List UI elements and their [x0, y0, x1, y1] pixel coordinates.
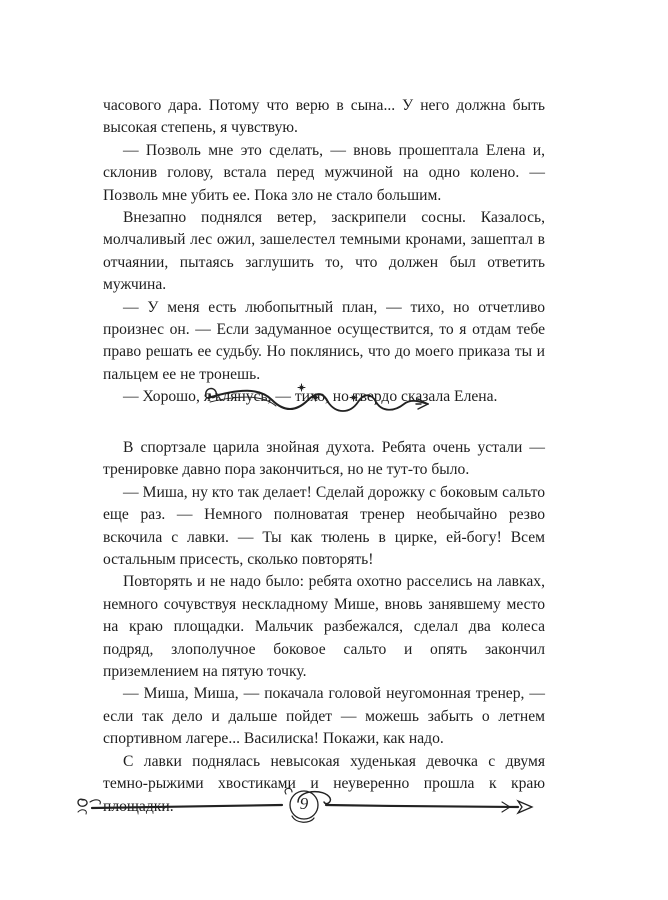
text-section-2: [103, 437, 545, 818]
paragraph: Внезапно поднялся ветер, заскрипели сосны. Казалось, молчаливый лес ожил, зашелестел темными кронами, зашептал в отчаянии, пытаясь заглушить то, что должен был ответить мужчина.: [103, 209, 545, 294]
paragraph: — Позволь мне это сделать, — вновь прошептала Елена и, склонив голову, встала перед мужчиной на одно колено. — Позволь мне убить ее. Пока зло не стало большим.: [103, 141, 545, 204]
paragraph: В спортзале царила знойная духота. Ребята очень устали — тренировке давно пора закончиться, но не тут-то было.: [103, 439, 545, 479]
page-number: 9: [299, 794, 309, 813]
section-divider-ornament: [200, 378, 440, 424]
paragraph: — Миша, ну кто так делает! Сделай дорожку с боковым сальто еще раз. — Немного полноватая тренер необычайно резво вскочила с лавки. — Ты как тюлень в цирке, ей-богу! Всем остальным присесть, сколько повторять!: [103, 483, 545, 569]
paragraph: часового дара. Потому что верю в сына... У него должна быть высокая степень, я чувствую.: [103, 97, 545, 137]
paragraph: — У меня есть любопытный план, — тихо, но отчетливо произнес он. — Если задуманное осуществится, то я отдам тебе право решать ее судьбу. Но поклянись, что до моего приказа ты и пальцем ее не тронешь.: [103, 298, 545, 383]
paragraph: С лавки поднялась невысокая худенькая девочка с двумя темно-рыжими хвостиками и неуверенно прошла к краю площадки.: [103, 752, 545, 815]
paragraph: — Хорошо, я клянусь, — тихо, но твердо сказала Елена.: [123, 388, 498, 406]
paragraph: Повторять и не надо было: ребята охотно расселись на лавках, немного сочувствуя нескладному Мише, вновь занявшему место на краю площадки. Мальчик разбежался, сделал два колеса подряд, злополучное боковое сальто и опять закончил приземлением на пятую точку.: [103, 573, 545, 681]
text-section-1: [103, 95, 545, 409]
paragraph: — Миша, Миша, — покачала головой неугомонная тренер, — если так дело и дальше пойдет — можешь забыть о летнем спортивном лагере... Василиска! Покажи, как надо.: [103, 685, 545, 748]
